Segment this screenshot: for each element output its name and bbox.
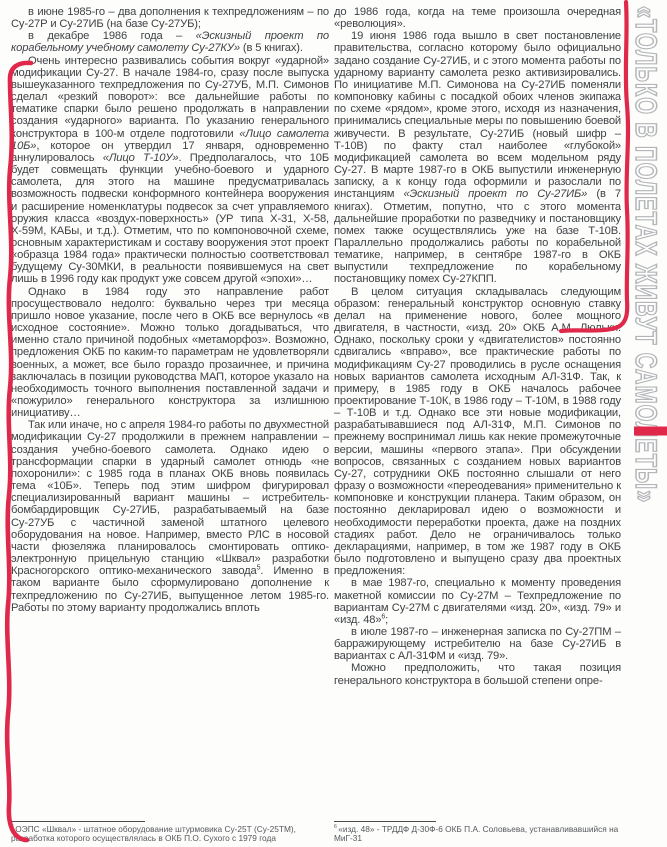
paragraph bbox=[11, 30, 329, 54]
text-run: 19 июня 1986 года вышло в свет постановление правительства, согласно которому было официально задано создание Су-27ИБ, и с этого момента работы по ударному варианту самолета резко активизировались. По инициативе М.П. Симонова на Су-27ИБ поменяли компоновку кабины с посадкой обоих членов экипажа по схеме «рядом», кроме этого, исходя из назначения, принимались специальные меры по повышению боевой живучести. В результате, Су-27ИБ (новый шифр – Т-10В) по факту стал наиболее «глубокой» модификацией самолета во всем модельном ряду Су-27. В марте 1987-го в ОКБ выпустили инженерную записку, а к концу года оформили и разослали по инстанциям bbox=[334, 30, 621, 201]
text-run: (в 7 книгах). Отметим, попутно, что с этого момента дальнейшие проработки по разведчику и постановщику помех также осуществлялись уже на базе Т-10В. Параллельно продолжались работы по корабельной тематике, например, в сентябре 1987-го в ОКБ выпустили техпредложение по корабельному постановщику помех Су-27КПП. bbox=[334, 188, 621, 286]
paragraph bbox=[334, 30, 621, 285]
text-run: в мае 1987-го, специально к моменту проведения макетной комиссии по Су-27М – Техпредложение по вариантам Су-27М с двигателями «изд. 20», «изд. 79» и «изд. 48» bbox=[334, 577, 621, 626]
text-run: ; bbox=[385, 613, 389, 626]
paragraph bbox=[334, 626, 621, 662]
text-run: Однако в 1984 году это направление работ просуществовало недолго: буквально через три месяца пришло новое указание, после чего в ОКБ все вернулось «в исходное состояние». Можно только догадываться, что именно стало причиной подобных «метаморфоз». Возможно, предложения ОКБ по каким-то параметрам не удовлетворяли военных, а может, все было гораздо прозаичнее, и причина заключалась в позиции руководства МАП, которое указало на необходимость точного выполнения поставленной задачи и «пожурило» генерального конструктора за излишнюю инициативу… bbox=[11, 285, 329, 420]
paragraph bbox=[11, 6, 329, 30]
text-run: . Именно в таком варианте было сформулировано дополнение к техпредложению по Су-27ИБ, выпущенное летом 1985-го. Работы по этому варианту продолжались вплоть bbox=[11, 565, 329, 614]
right-column bbox=[334, 6, 621, 844]
paragraph bbox=[11, 55, 329, 286]
text-run: «Лицо самолета 10Б» bbox=[11, 127, 329, 152]
text-run: «Лицо Т-10У» bbox=[102, 151, 179, 164]
text-run: Можно предположить, что такая позиция генерального конструктора в большой степени опре- bbox=[334, 662, 621, 687]
footnote-right bbox=[334, 818, 621, 844]
text-run: , которое он утвердил 17 января, одновременно аннулировалось bbox=[11, 139, 329, 164]
text-run: до 1986 года, когда на теме произошла очередная «революция». bbox=[334, 6, 621, 31]
text-run: 6 bbox=[334, 823, 339, 830]
paragraph bbox=[334, 6, 621, 30]
text-run: Так или иначе, но с апреля 1984-го работы по двухместной модификации Су-27 продолжили в прежнем направлении – создания учебно-боевого самолета. Однако идею о трансформации спарки в ударный самолет отнюдь «не похоронили»: с 1985 года в планах ОКБ вновь появилась тема «10Б». Теперь под этим шифром фигурировал специализированный вариант машины – истребитель-бомбардировщик Су-27ИБ, разрабатываемый на базе Су-27УБ с частичной заменой штатного целевого оборудования на новое. Например, вместо РЛС в носовой части фюзеляжа планировалось смонтировать оптико-электронную прицельную станцию «Шквал» разработки Красногорского оптико-механического завода bbox=[11, 419, 329, 578]
text-run: . Предполагалось, что 10Б будет совмещать функции учебно-боевого и ударного самолета, для этого на машине предусматривалась возможность подвески конформного контейнера вооружения и расширение номенклатуры подвесок за счет управляемого оружия класса «воздух-поверхность» (УР типа Х-31, Х-58, Х-59М, КАБы, и т.д.). Отметим, что по компоновочной схеме, основным характеристикам и составу вооружения этот проект «образца 1984 года» практически полностью соответствовал будущему Су-30МКИ, в реальности появившемуся на свет лишь в 1996 году как продукт уже совсем другой «эпохи»… bbox=[11, 151, 329, 286]
paragraph bbox=[334, 577, 621, 626]
right-column-text bbox=[334, 6, 621, 818]
footnote-divider bbox=[334, 821, 436, 822]
text-run: (в 5 книгах). bbox=[239, 42, 303, 55]
left-column bbox=[11, 6, 329, 844]
footnote-left bbox=[11, 818, 329, 844]
text-run: «Эскизный проект по корабельному учебному самолету Су-27КУ» bbox=[11, 30, 329, 55]
text-run: 6 bbox=[381, 613, 386, 621]
text-run: «изд. 48» - ТРДДФ Д-30Ф-6 ОКБ П.А. Соловьева, устанавливавшийся на МиГ-31 bbox=[334, 823, 619, 844]
left-column-text bbox=[11, 6, 329, 818]
text-run: ОЭПС «Шквал» - штатное оборудование штурмовика Су-25Т (Су-25ТМ), разработка которого осуществлялась в ОКБ П.О. Сухого с 1979 года bbox=[11, 823, 296, 844]
text-run: 5 bbox=[256, 564, 261, 572]
text-run: В целом ситуация складывалась следующим образом: генеральный конструктор основную ставку делал на применение нового, более мощного двигателя, в частности, «изд. 20» ОКБ А.М. Люльки. Однако, поскольку сроки у «двигателистов» постоянно сдвигались «вправо», все практические работы по модификациям Су-27 проводились в русле оснащения новых вариантов самолета исходным АЛ-31Ф. Так, к примеру, в 1985 году в ОКБ началось рабочее проектирование Т-10К, в 1986 году – Т-10М, в 1988 году – Т-10В и т.д. Однако все эти новые модификации, разрабатывавшиеся под АЛ-31Ф, М.П. Симонов по прежнему воспринимал лишь как некие промежуточные версии, машины «первого этапа». При обсуждении вопросов, связанных с созданием новых вариантов Су-27, сотрудники ОКБ постоянно слышали от него фразу о возможности «переодевания» применительно к компоновке и конструкции планера. Таким образом, он постоянно декларировал идею о возможности и необходимости переработки проекта, даже на поздних стадиях работ. Дело не ограничивалось только декларациями, например, в том же 1987 году в ОКБ было подготовлено и выпущено сразу два проектных предложения: bbox=[334, 285, 621, 578]
text-run: в декабре 1986 года – bbox=[28, 30, 196, 43]
footnote-divider bbox=[11, 821, 145, 822]
paragraph bbox=[11, 419, 329, 614]
footnote-text bbox=[11, 825, 329, 844]
paragraph bbox=[11, 286, 329, 420]
footnote-text bbox=[334, 825, 621, 844]
vertical-banner-text: «ТОЛЬКО В ПОЛЕТАХ ЖИВУТ САМОЛЕТЫ» bbox=[629, 6, 662, 504]
text-run: 5 bbox=[11, 823, 16, 830]
text-run: в июле 1987-го – инженерная записка по Су-27ПМ – барражирующему истребителю на базе Су-27ИБ в вариантах с АЛ-31ФМ и «изд. 79». bbox=[334, 625, 621, 663]
text-run: в июне 1985-го – два дополнения к техпредложениям – по Су-27Р и Су-27ИБ (на базе Су-27УБ); bbox=[11, 6, 329, 31]
text-run: «Эскизный проект по Су-27ИБ» bbox=[403, 188, 588, 201]
paragraph bbox=[334, 286, 621, 578]
text-run: Очень интересно развивались события вокруг «ударной» модификации Су-27. В начале 1984-го, сразу после выпуска вышеуказанного техпредложения по Су-27УБ, М.П. Симонов сделал «резкий поворот»: все дальнейшие работы по тематике спарки было решено продолжать в направлении создания «ударного» варианта. По указанию генерального конструктора в 100-м отделе подготовили bbox=[11, 54, 329, 140]
paragraph bbox=[334, 662, 621, 686]
